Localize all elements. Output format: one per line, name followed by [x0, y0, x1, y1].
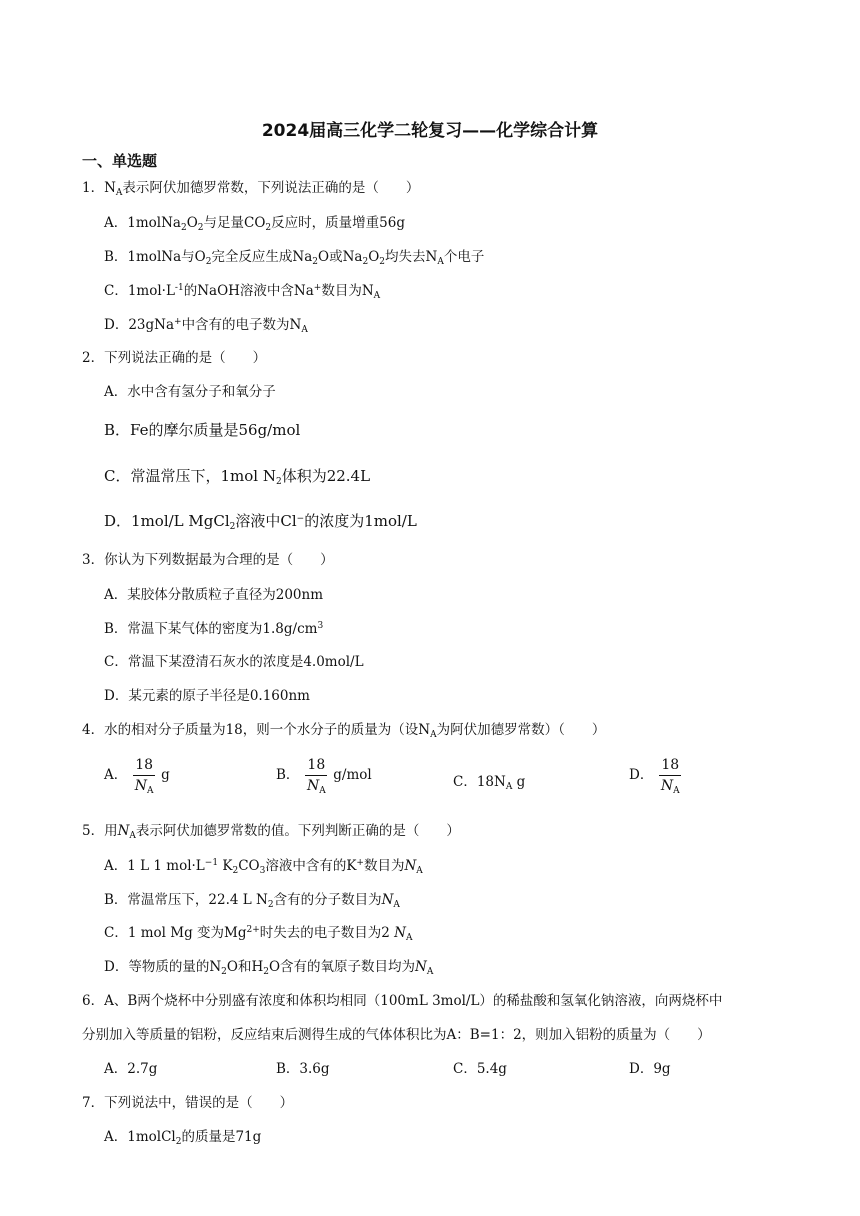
- question-2-option-d: D．1mol/L MgCl$_2$溶液中Cl−的浓度为1mol/L: [104, 512, 417, 532]
- fraction: $\frac{18}{N_A}$: [134, 757, 154, 796]
- question-6-option-d: D．9g: [629, 1061, 671, 1077]
- question-1-stem: 1．$N_A$表示阿伏加德罗常数，下列说法正确的是（ ）: [82, 180, 420, 198]
- question-3-option-d: D．某元素的原子半径是0.160nm: [104, 688, 310, 704]
- question-1-option-c: C．$1mol\cdot L^{-1}$的NaOH溶液中含Na+数目为$N_A$: [104, 283, 381, 301]
- question-4-option-b: B． $\frac{18}{N_A}$ g/mol: [276, 757, 372, 796]
- question-1-option-b: B．1molNa与$O_2$完全反应生成$Na_2O$或$Na_2O_2$均失去$N_A$个电子: [104, 249, 485, 267]
- question-2-option-a: A．水中含有氢分子和氧分子: [104, 384, 276, 400]
- question-2-option-b: B．Fe的摩尔质量是56g/mol: [104, 421, 301, 439]
- question-3-option-b: B．常温下某气体的密度为$1.8g/cm^3$: [104, 621, 324, 637]
- question-6-stem-line-1: 6．A、B两个烧杯中分别盛有浓度和体积均相同（100mL 3mol/L）的稀盐酸和氢氧化钠溶液，向两烧杯中: [82, 993, 723, 1009]
- question-4-option-d: D． $\frac{18}{N_A}$: [629, 757, 680, 796]
- question-3-option-c: C．常温下某澄清石灰水的浓度是4.0mol/L: [104, 654, 364, 670]
- question-7-option-a: A．1molCl$_2$的质量是71g: [104, 1129, 262, 1147]
- question-6-option-c: C．5.4g: [453, 1061, 507, 1077]
- question-6-stem-line-2: 分别加入等质量的铝粉，反应结束后测得生成的气体体积比为A：B=1：2，则加入铝粉的质量为（ ）: [82, 1027, 711, 1043]
- question-4-option-a: A． $\frac{18}{N_A}$ g: [104, 757, 170, 796]
- question-2-stem: 2．下列说法正确的是（ ）: [82, 350, 267, 366]
- question-5-option-d: D．等物质的量的$N_2O$和$H_2O$含有的氧原子数目均为$N_A$: [104, 959, 434, 977]
- question-5-option-b: B．常温常压下，22.4 L $N_2$含有的分子数目为$N_A$: [104, 892, 400, 910]
- document-title: 2024届高三化学二轮复习——化学综合计算: [261, 121, 599, 141]
- section-heading: 一、单选题: [82, 152, 158, 170]
- question-4-option-c: C．$18N_A$ g: [453, 774, 526, 792]
- question-6-option-b: B．3.6g: [276, 1061, 330, 1077]
- question-5-option-c: C．1 mol Mg 变为$Mg^{2+}$时失去的电子数目为2 $N_A$: [104, 925, 413, 943]
- fraction: $\frac{18}{N_A}$: [306, 757, 326, 796]
- question-1-option-d: D．23gNa+中含有的电子数为$N_A$: [104, 317, 308, 335]
- question-7-stem: 7．下列说法中，错误的是（ ）: [82, 1095, 294, 1111]
- fraction: $\frac{18}{N_A}$: [660, 757, 680, 796]
- question-3-stem: 3．你认为下列数据最为合理的是（ ）: [82, 552, 334, 568]
- question-4-stem: 4．水的相对分子质量为18，则一个水分子的质量为（设$N_A$为阿伏加德罗常数）（ ）: [82, 722, 606, 740]
- question-6-option-a: A．2.7g: [104, 1061, 158, 1077]
- question-1-option-a: A．$1molNa_2O_2$与足量$CO_2$反应时，质量增重56g: [104, 215, 405, 233]
- question-5-option-a: A．1 L 1 $mol\cdot L^{-1}$ $K_2CO_3$溶液中含有的K+数目为$N_A$: [104, 858, 423, 876]
- question-2-option-c: C．常温常压下，1mol $N_2$体积为22.4L: [104, 467, 371, 487]
- question-3-option-a: A．某胶体分散质粒子直径为200nm: [104, 587, 324, 603]
- question-5-stem: 5．用$N_A$表示阿伏加德罗常数的值。下列判断正确的是（ ）: [82, 823, 460, 841]
